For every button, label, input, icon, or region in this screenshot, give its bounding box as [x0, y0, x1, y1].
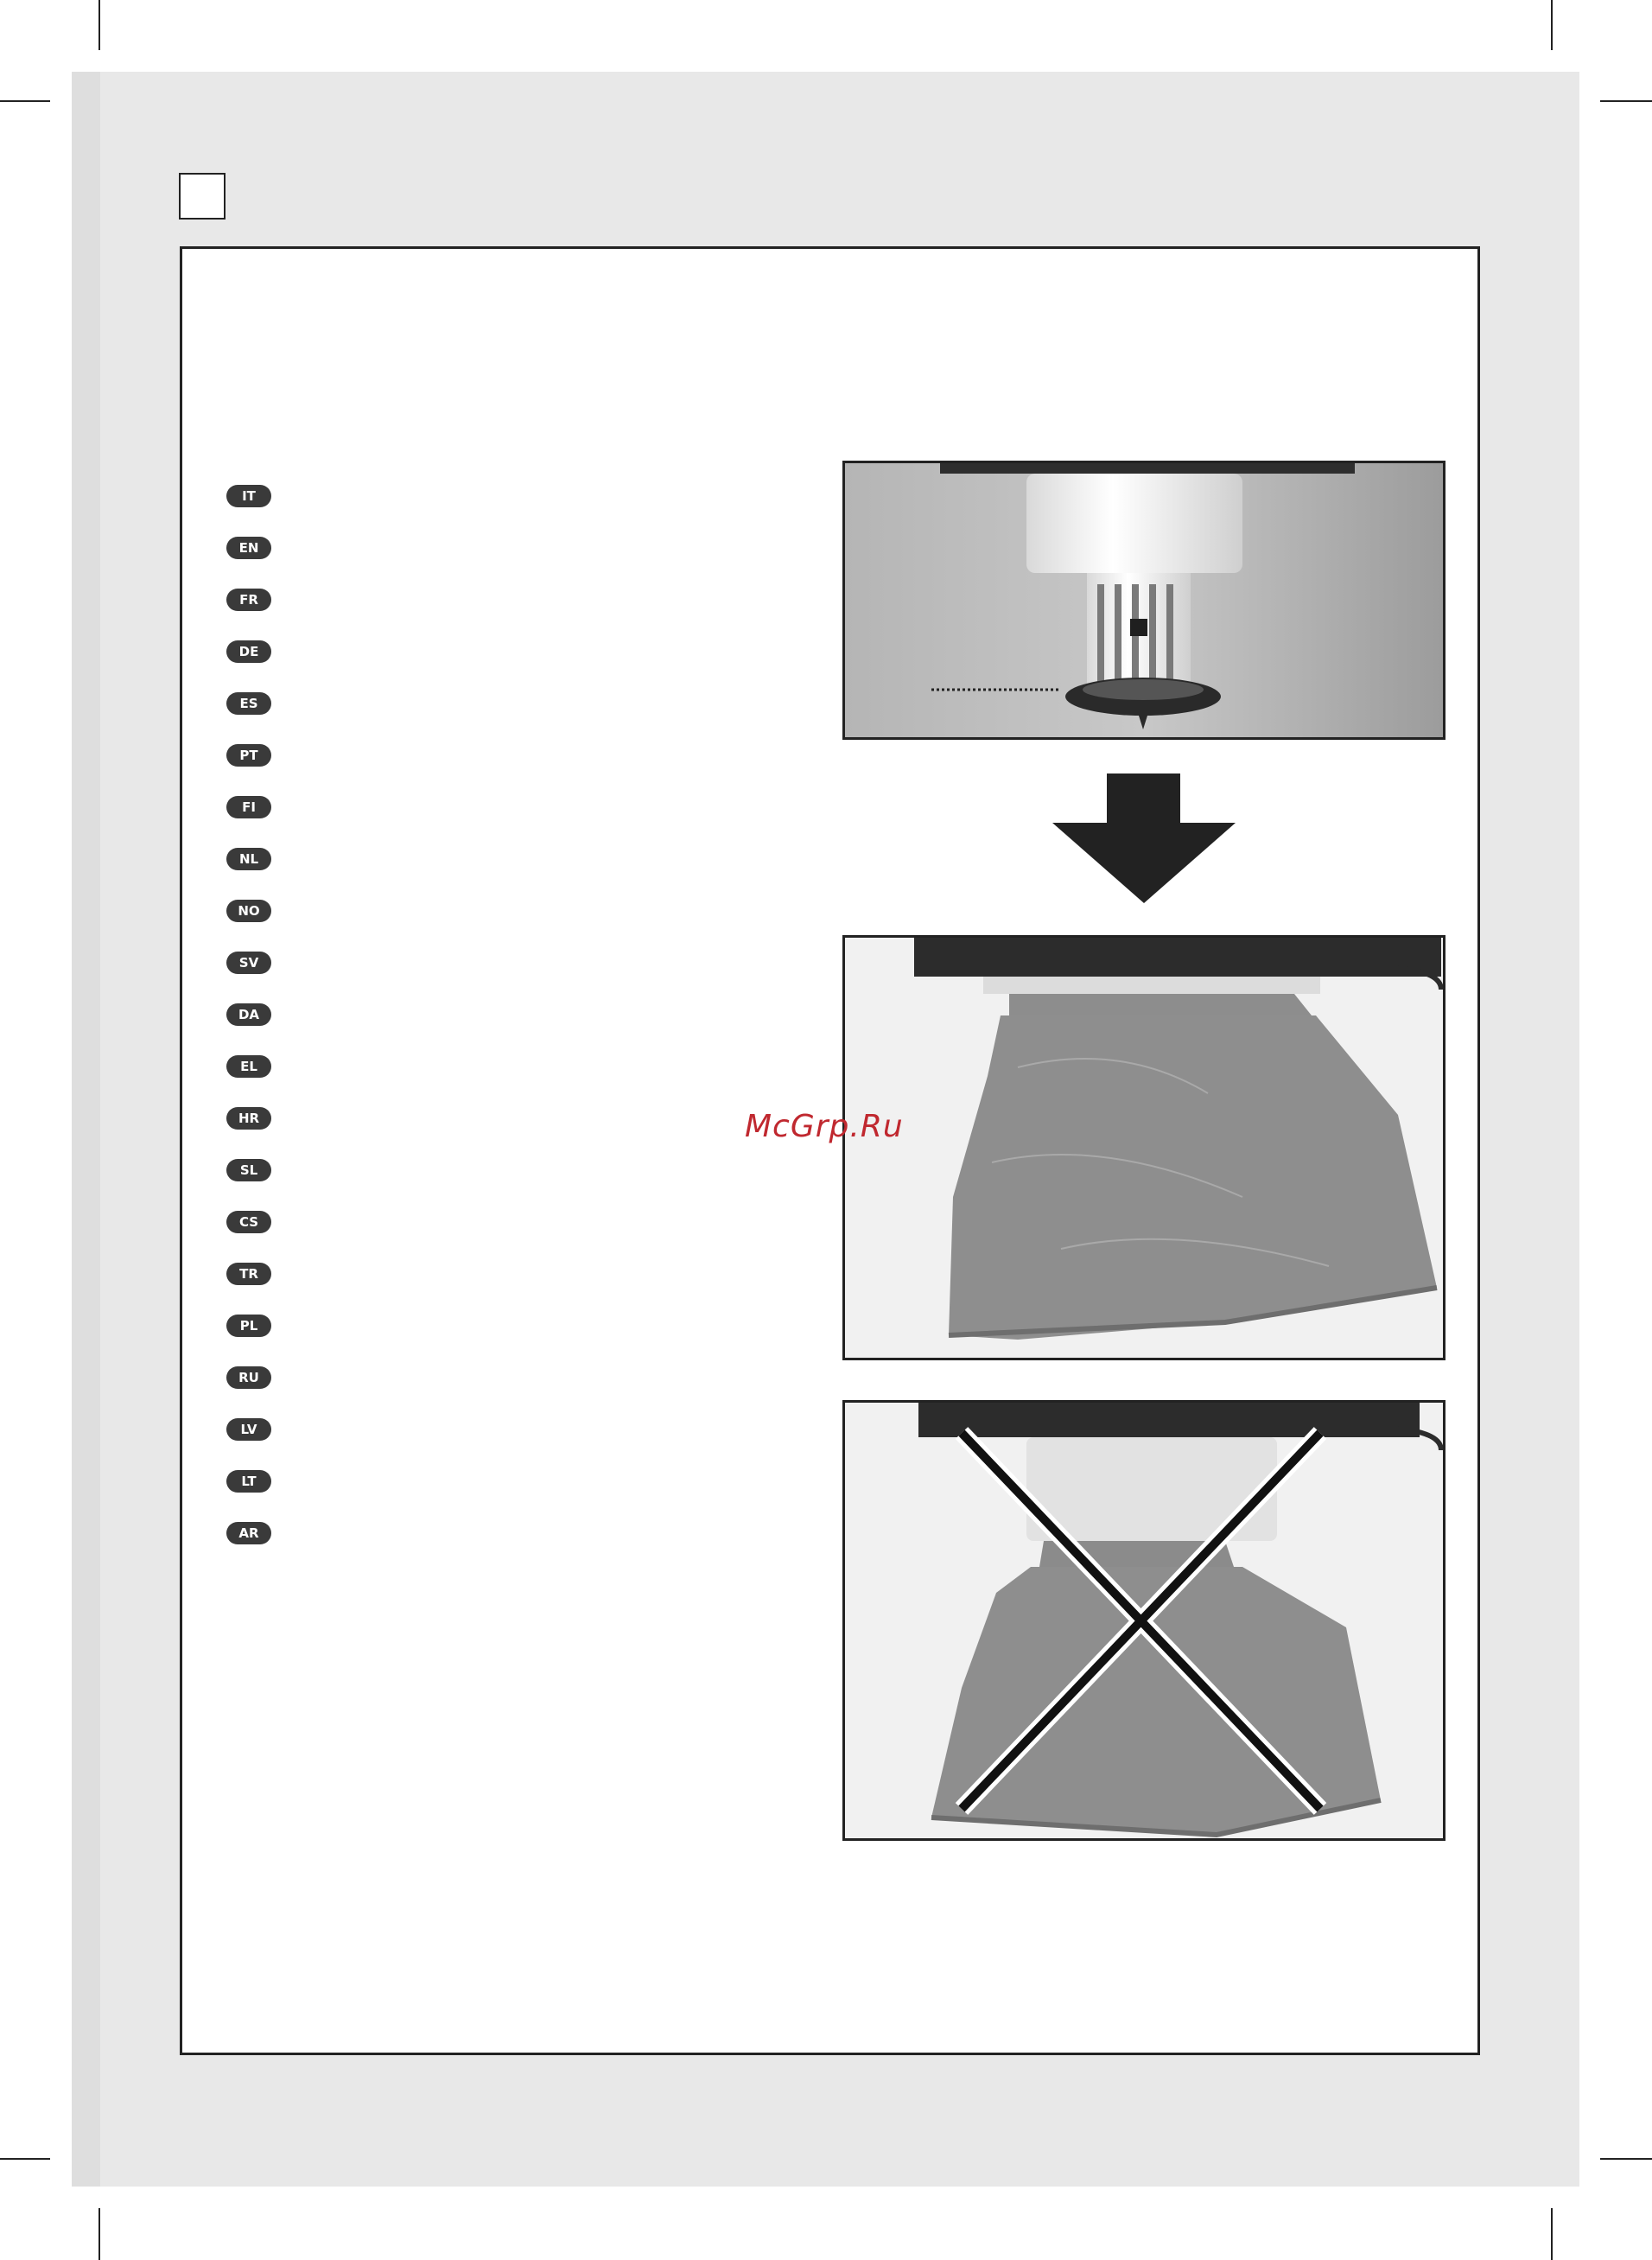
language-badge-ar: AR	[226, 1522, 271, 1544]
crop-mark	[0, 100, 50, 102]
language-badge-cs: CS	[226, 1211, 271, 1233]
language-badge-sl: SL	[226, 1159, 271, 1181]
language-badge-no: NO	[226, 900, 271, 922]
language-badge-nl: NL	[226, 848, 271, 870]
bag-fitted-correct-photo	[842, 935, 1446, 1360]
crop-mark	[98, 2208, 100, 2260]
cross-out-icon	[845, 1403, 1443, 1838]
language-badge-fi: FI	[226, 796, 271, 818]
language-badge-hr: HR	[226, 1107, 271, 1130]
crop-mark	[98, 0, 100, 50]
language-badge-en: EN	[226, 537, 271, 559]
language-badge-it: IT	[226, 485, 271, 507]
crop-mark	[1551, 0, 1553, 50]
filter-holder-photo	[842, 461, 1446, 740]
language-badge-fr: FR	[226, 589, 271, 611]
filter-holder-illustration	[845, 463, 1443, 737]
page-binding-edge	[72, 72, 100, 2187]
page-marker-box	[179, 173, 226, 220]
crop-mark	[1551, 2208, 1553, 2260]
language-badge-lv: LV	[226, 1418, 271, 1441]
language-badge-pl: PL	[226, 1315, 271, 1337]
bag-correct-illustration	[845, 938, 1443, 1358]
language-badge-da: DA	[226, 1003, 271, 1026]
language-badge-sv: SV	[226, 952, 271, 974]
down-arrow-icon	[1052, 773, 1236, 903]
language-badge-lt: LT	[226, 1470, 271, 1493]
language-badge-pt: PT	[226, 744, 271, 767]
language-badge-tr: TR	[226, 1263, 271, 1285]
language-badge-el: EL	[226, 1055, 271, 1078]
watermark-text: McGrp.Ru	[745, 1109, 904, 1144]
bag-fitted-wrong-photo	[842, 1400, 1446, 1841]
crop-mark	[0, 2158, 50, 2160]
crop-mark	[1600, 2158, 1652, 2160]
language-badge-es: ES	[226, 692, 271, 715]
language-badge-de: DE	[226, 640, 271, 663]
language-badge-ru: RU	[226, 1366, 271, 1389]
crop-mark	[1600, 100, 1652, 102]
